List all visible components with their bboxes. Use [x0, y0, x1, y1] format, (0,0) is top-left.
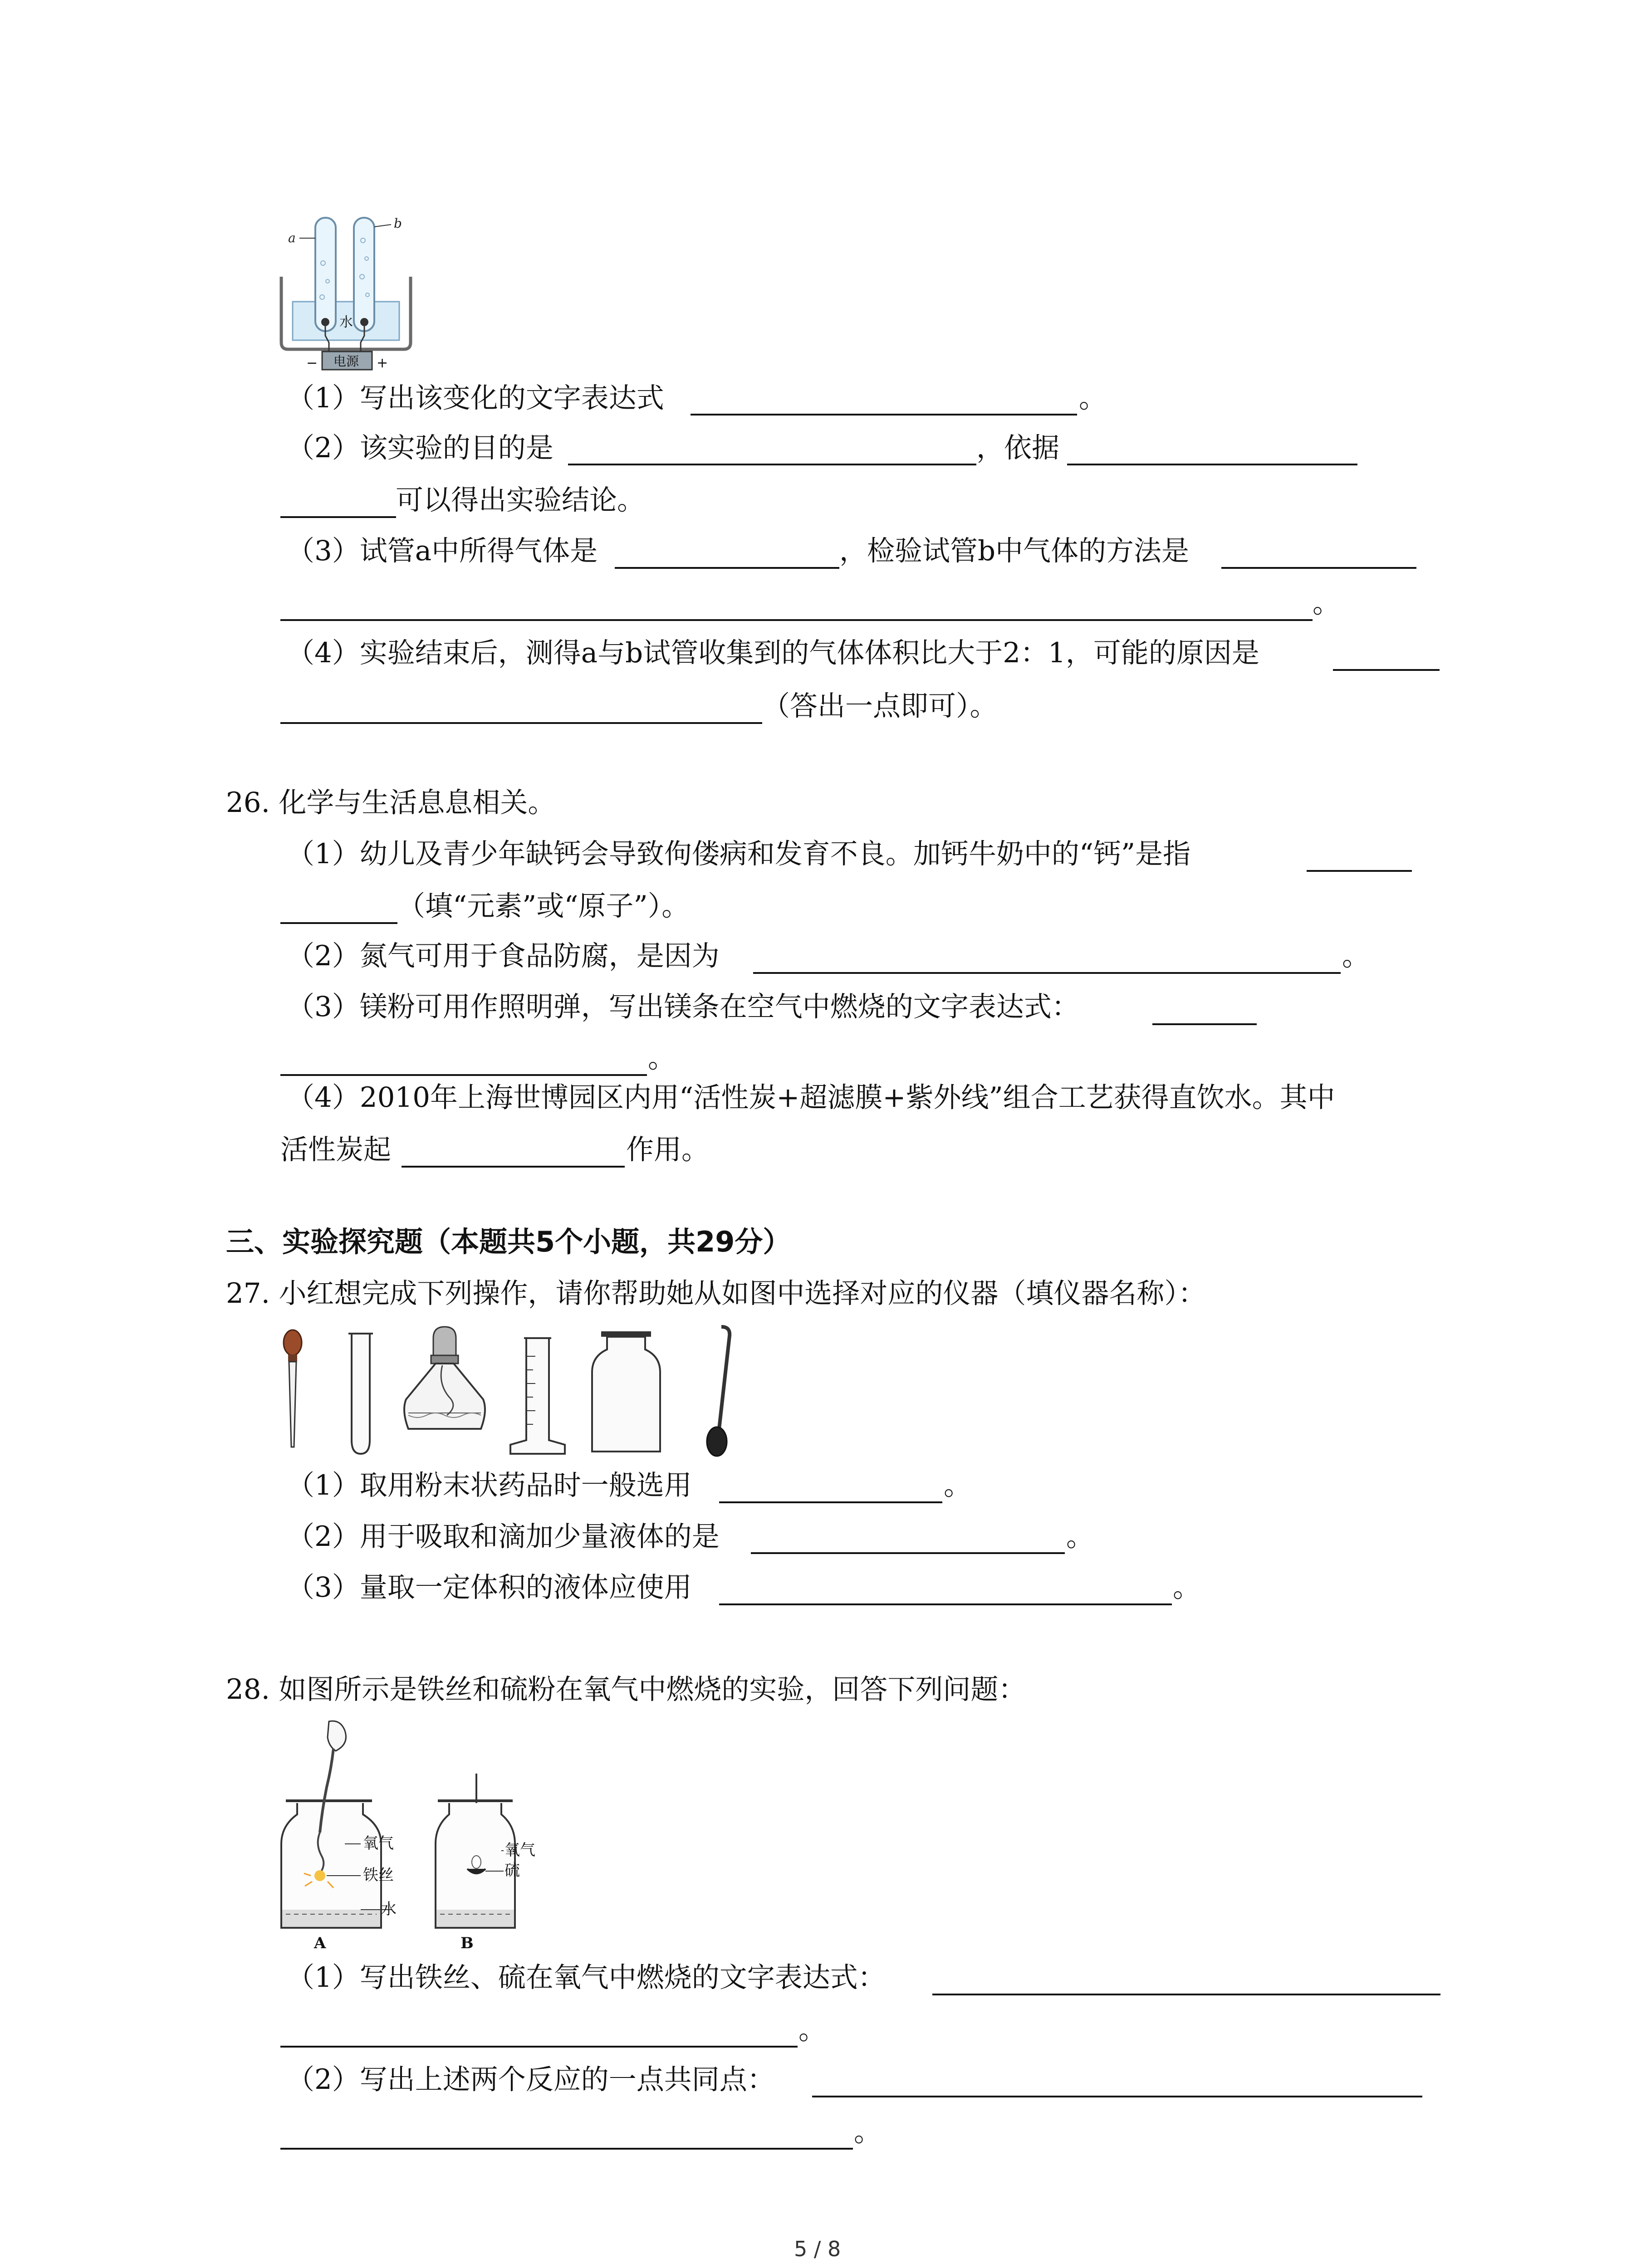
q26-part3-end: 。: [648, 1042, 676, 1074]
power-supply-label: 电源: [333, 354, 359, 369]
q26-part3-blank-1[interactable]: [1152, 1023, 1257, 1025]
q25-part1-blank[interactable]: [691, 414, 1077, 415]
q26-part1-end: （填“元素”或“原子”）。: [397, 890, 690, 922]
q25-part2-blank-3[interactable]: [280, 516, 396, 518]
q26-part4-blank[interactable]: [402, 1166, 625, 1168]
iron-wire-label: 铁丝: [363, 1866, 394, 1884]
q25-part4: （4）实验结束后，测得a与b试管收集到的气体体积比大于2：1，可能的原因是: [287, 637, 1259, 669]
graduated-cylinder-icon: [510, 1338, 565, 1454]
q27-part1-blank[interactable]: [719, 1501, 942, 1503]
q26-part1: （1）幼儿及青少年缺钙会导致佝偻病和发育不良。加钙牛奶中的“钙”是指: [287, 838, 1191, 870]
sulfur-label: 硫: [505, 1862, 520, 1880]
q27-part3-blank[interactable]: [719, 1603, 1172, 1605]
q25-part4-blank-2[interactable]: [280, 722, 762, 724]
water-label: 水: [339, 314, 353, 330]
q27-part1: （1）取用粉末状药品时一般选用: [287, 1469, 692, 1501]
q27-part3: （3）量取一定体积的液体应使用: [287, 1571, 692, 1603]
combustion-experiment-figure: [277, 1719, 594, 1955]
q25-part3-mid: ，检验试管b中气体的方法是: [839, 535, 1190, 567]
test-tube-icon: [348, 1334, 373, 1454]
figure-label-a: A: [314, 1934, 326, 1952]
q26-part2: （2）氮气可用于食品防腐，是因为: [287, 940, 720, 972]
q26-part3-blank-2[interactable]: [280, 1074, 647, 1076]
q28-part1-blank-2[interactable]: [280, 2046, 798, 2048]
plus-sign: +: [377, 355, 388, 371]
q27-part3-end: 。: [1173, 1571, 1201, 1603]
q25-part3-blank-2[interactable]: [1221, 567, 1416, 569]
q26-part4-line2: 活性炭起: [280, 1134, 392, 1166]
q28-part1-blank-1[interactable]: [932, 1994, 1440, 1995]
q26-stem: 26. 化学与生活息息相关。: [226, 787, 556, 819]
q25-part4-end: （答出一点即可）。: [762, 690, 998, 722]
section-3-title: 三、实验探究题（本题共5个小题，共29分）: [226, 1225, 791, 1258]
q28-part2-blank-2[interactable]: [280, 2148, 853, 2150]
q26-part1-blank-2[interactable]: [280, 922, 397, 924]
q25-part2-line2: 可以得出实验结论。: [396, 484, 645, 516]
q25-part3-blank-3[interactable]: [280, 619, 1313, 621]
q26-part2-end: 。: [1342, 940, 1370, 972]
q25-part2: （2）该实验的目的是: [287, 432, 554, 464]
dropper-icon: [284, 1330, 302, 1447]
oxygen-label-a: 氧气: [363, 1834, 394, 1853]
figure-label-b: B: [460, 1934, 474, 1952]
q28-part2-blank-1[interactable]: [812, 2096, 1422, 2097]
q25-part4-blank-1[interactable]: [1333, 669, 1440, 671]
q25-part2-blank-1[interactable]: [568, 464, 976, 465]
q25-part3-blank-1[interactable]: [615, 567, 839, 569]
q25-part1-end: 。: [1079, 382, 1107, 414]
q27-stem: 27. 小红想完成下列操作，请你帮助她从如图中选择对应的仪器（填仪器名称）：: [226, 1277, 1206, 1310]
tube-a-label: a: [288, 230, 296, 245]
q25-part2-mid: ，依据: [976, 432, 1060, 464]
q25-part2-blank-2[interactable]: [1067, 464, 1357, 465]
q25-part1: （1）写出该变化的文字表达式: [287, 382, 664, 414]
bottle-a: [281, 1721, 397, 1952]
bottle-b: [436, 1774, 535, 1952]
combustion-spoon-icon: [707, 1327, 730, 1456]
q25-part3-end: 。: [1313, 587, 1341, 619]
q28-part2-end: 。: [854, 2116, 882, 2148]
q26-part1-blank-1[interactable]: [1307, 870, 1412, 872]
wide-mouth-bottle-icon: [592, 1331, 660, 1452]
q26-part2-blank[interactable]: [753, 972, 1341, 974]
q28-part2: （2）写出上述两个反应的一点共同点：: [287, 2063, 775, 2096]
alcohol-lamp-icon: [404, 1327, 485, 1429]
q26-part4: （4）2010年上海世博园区内用“活性炭+超滤膜+紫外线”组合工艺获得直饮水。其中: [287, 1081, 1335, 1114]
lab-instruments-figure: [272, 1325, 749, 1465]
q27-part1-end: 。: [944, 1469, 972, 1501]
minus-sign: −: [306, 355, 318, 371]
q25-part3: （3）试管a中所得气体是: [287, 535, 598, 567]
tube-b-label: b: [394, 216, 402, 231]
oxygen-label-b: 氧气: [505, 1841, 535, 1859]
water-label-figure: 水: [381, 1900, 397, 1918]
q26-part4-end: 作用。: [626, 1134, 710, 1166]
q26-part3: （3）镁粉可用作照明弹，写出镁条在空气中燃烧的文字表达式：: [287, 991, 1079, 1023]
q28-part1: （1）写出铁丝、硫在氧气中燃烧的文字表达式：: [287, 1961, 886, 1994]
q28-part1-end: 。: [798, 2014, 827, 2046]
page-number: 5 / 8: [794, 2237, 841, 2261]
q28-stem: 28. 如图所示是铁丝和硫粉在氧气中燃烧的实验，回答下列问题：: [226, 1673, 1026, 1706]
q27-part2-blank[interactable]: [751, 1552, 1065, 1554]
electrolysis-apparatus-figure: [272, 213, 422, 372]
q27-part2: （2）用于吸取和滴加少量液体的是: [287, 1520, 720, 1553]
q27-part2-end: 。: [1066, 1520, 1094, 1553]
